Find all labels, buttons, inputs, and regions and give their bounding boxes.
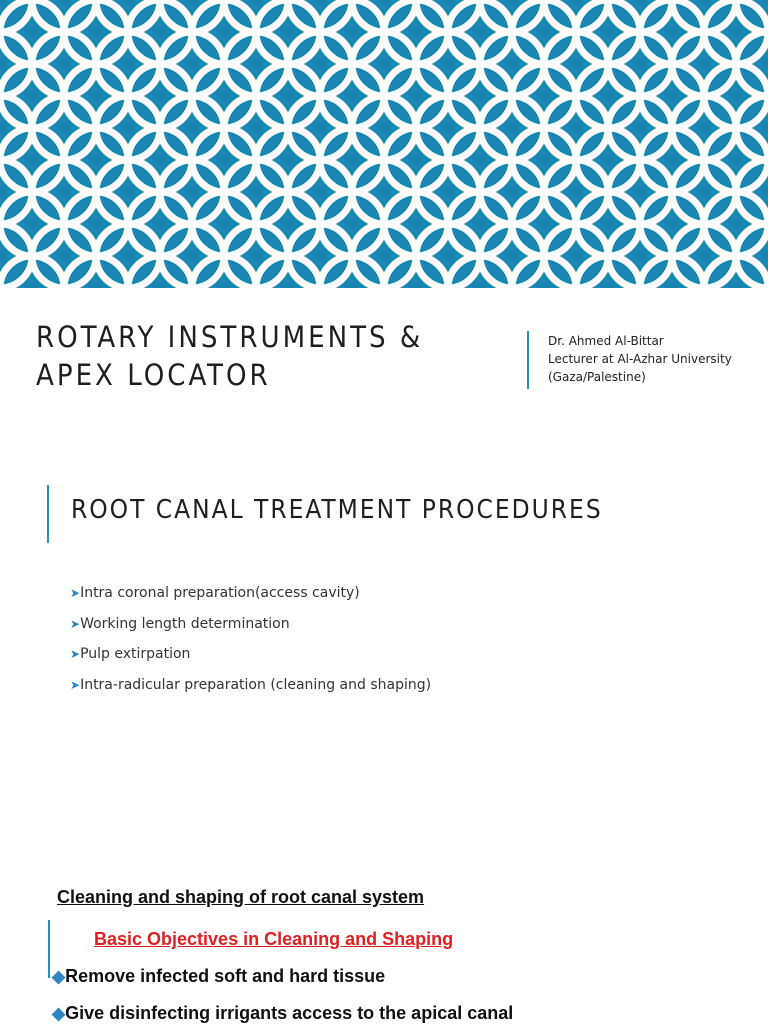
list-item [52,958,513,995]
list-item-text: Give disinfecting irrigants access to the apical canal [65,1003,514,1023]
accent-divider [47,485,49,543]
list-item-text: Intra coronal preparation(access cavity) [80,585,360,601]
list-item [70,609,431,640]
arrow-bullet-icon: ➤ [70,616,81,631]
diamond-bullet-icon: ◆ [52,967,66,986]
cleaning-heading: Cleaning and shaping of root canal system [57,887,425,907]
arrow-bullet-icon: ➤ [70,586,81,600]
list-item [52,995,513,1032]
presentation-title: ROTARY INSTRUMENTS & APEX LOCATOR [36,320,424,392]
objectives-heading: Basic Objectives in Cleaning and Shaping [94,929,454,949]
list-item [70,639,431,670]
diamond-bullet-icon: ◆ [52,1004,66,1023]
arrow-bullet-icon: ➤ [70,647,81,661]
list-item-text: Intra-radicular preparation (cleaning and shaping) [80,676,432,693]
author-position: Lecturer at Al-Azhar University [548,352,732,366]
list-item [70,670,431,701]
objectives-list [52,958,513,1032]
arrow-bullet-icon: ➤ [70,677,81,692]
procedure-list [70,578,431,700]
accent-divider [527,331,529,389]
list-item-text: Pulp extirpation [80,646,191,662]
accent-divider [48,920,50,978]
list-item [70,578,431,609]
section-title: ROOT CANAL TREATMENT PROCEDURES [71,495,603,525]
author-location: (Gaza/Palestine) [548,370,646,384]
author-info [548,332,732,386]
list-item-text: Working length determination [80,615,290,632]
author-name: Dr. Ahmed Al-Bittar [548,334,664,348]
list-item-text: Remove infected soft and hard tissue [65,966,386,986]
decorative-pattern [0,0,768,288]
